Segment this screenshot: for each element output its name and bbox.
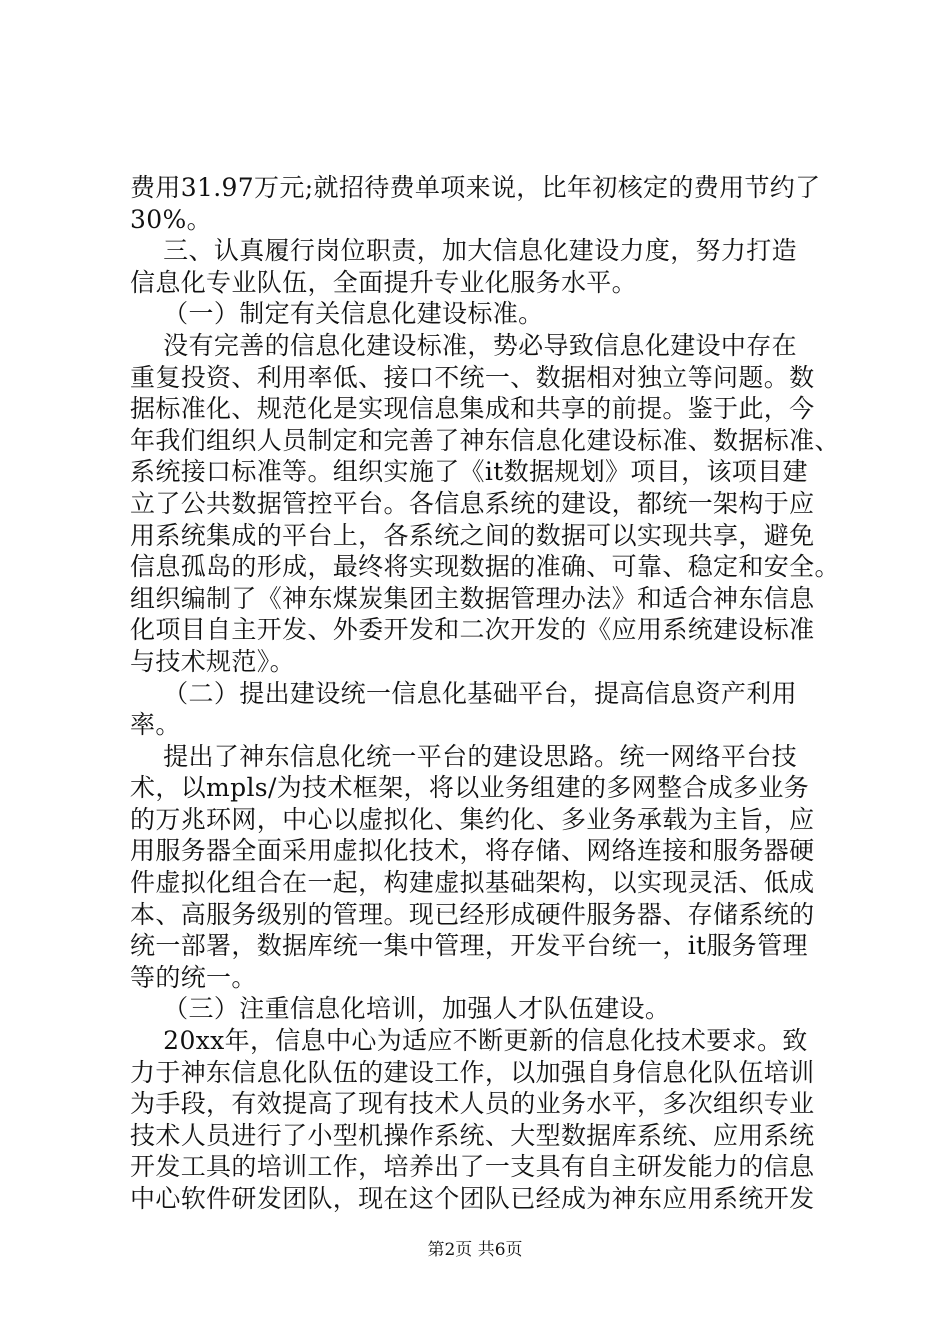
- text-line: 没有完善的信息化建设标准，势必导致信息化建设中存在: [130, 330, 797, 360]
- text-line: 化项目自主开发、外委开发和二次开发的《应用系统建设标准: [130, 615, 815, 645]
- subsection-heading: 率。: [130, 710, 181, 740]
- subsection-heading: （二）提出建设统一信息化基础平台，提高信息资产利用: [130, 678, 797, 708]
- text-line: 费用31.97万元;就招待费单项来说，比年初核定的费用节约了: [130, 173, 821, 202]
- text-line: 立了公共数据管控平台。各信息系统的建设，都统一架构于应: [130, 488, 815, 518]
- text-line: 中心软件研发团队，现在这个团队已经成为神东应用系统开发: [130, 1184, 815, 1213]
- text-line: 力于神东信息化队伍的建设工作，以加强自身信息化队伍培训: [130, 1057, 815, 1087]
- section-heading: 三、认真履行岗位职责，加大信息化建设力度，努力打造: [130, 236, 797, 266]
- text-line: 组织编制了《神东煤炭集团主数据管理办法》和适合神东信息: [130, 583, 815, 613]
- text-line: 的万兆环网，中心以虚拟化、集约化、多业务承载为主旨，应: [130, 804, 815, 834]
- text-line: 重复投资、利用率低、接口不统一、数据相对独立等问题。数: [130, 362, 815, 392]
- text-line: 系统接口标准等。组织实施了《it数据规划》项目，该项目建: [130, 457, 808, 487]
- page-number-footer: 第2页 共6页: [427, 1240, 523, 1260]
- text-line: 统一部署，数据库统一集中管理，开发平台统一，it服务管理: [130, 931, 808, 961]
- text-line: 术，以mpls/为技术框架，将以业务组建的多网整合成多业务: [130, 773, 810, 803]
- text-line: 30%。: [130, 204, 212, 234]
- text-line: 信息孤岛的形成，最终将实现数据的准确、可靠、稳定和安全。: [130, 552, 840, 582]
- section-heading: 信息化专业队伍，全面提升专业化服务水平。: [130, 267, 638, 297]
- text-line: 提出了神东信息化统一平台的建设思路。统一网络平台技: [130, 741, 797, 771]
- subsection-heading: （一）制定有关信息化建设标准。: [130, 299, 544, 329]
- body-text: [130, 172, 842, 1215]
- text-line: 据标准化、规范化是实现信息集成和共享的前提。鉴于此，今: [130, 394, 815, 424]
- text-line: 技术人员进行了小型机操作系统、大型数据库系统、应用系统: [130, 1120, 815, 1150]
- text-line: 与技术规范》。: [130, 646, 295, 676]
- text-line: 20xx年，信息中心为适应不断更新的信息化技术要求。致: [130, 1026, 808, 1056]
- text-line: 用服务器全面采用虚拟化技术，将存储、网络连接和服务器硬: [130, 836, 815, 866]
- text-line: 用系统集成的平台上，各系统之间的数据可以实现共享，避免: [130, 520, 815, 550]
- text-line: 为手段，有效提高了现有技术人员的业务水平，多次组织专业: [130, 1089, 815, 1119]
- text-line: 本、高服务级别的管理。现已经形成硬件服务器、存储系统的: [130, 899, 815, 929]
- subsection-heading: （三）注重信息化培训，加强人才队伍建设。: [130, 994, 671, 1024]
- text-line: 年我们组织人员制定和完善了神东信息化建设标准、数据标准、: [130, 425, 840, 455]
- text-line: 件虚拟化组合在一起，构建虚拟基础架构，以实现灵活、低成: [130, 868, 815, 898]
- text-line: 开发工具的培训工作，培养出了一支具有自主研发能力的信息: [130, 1152, 815, 1182]
- text-line: 等的统一。: [130, 962, 257, 992]
